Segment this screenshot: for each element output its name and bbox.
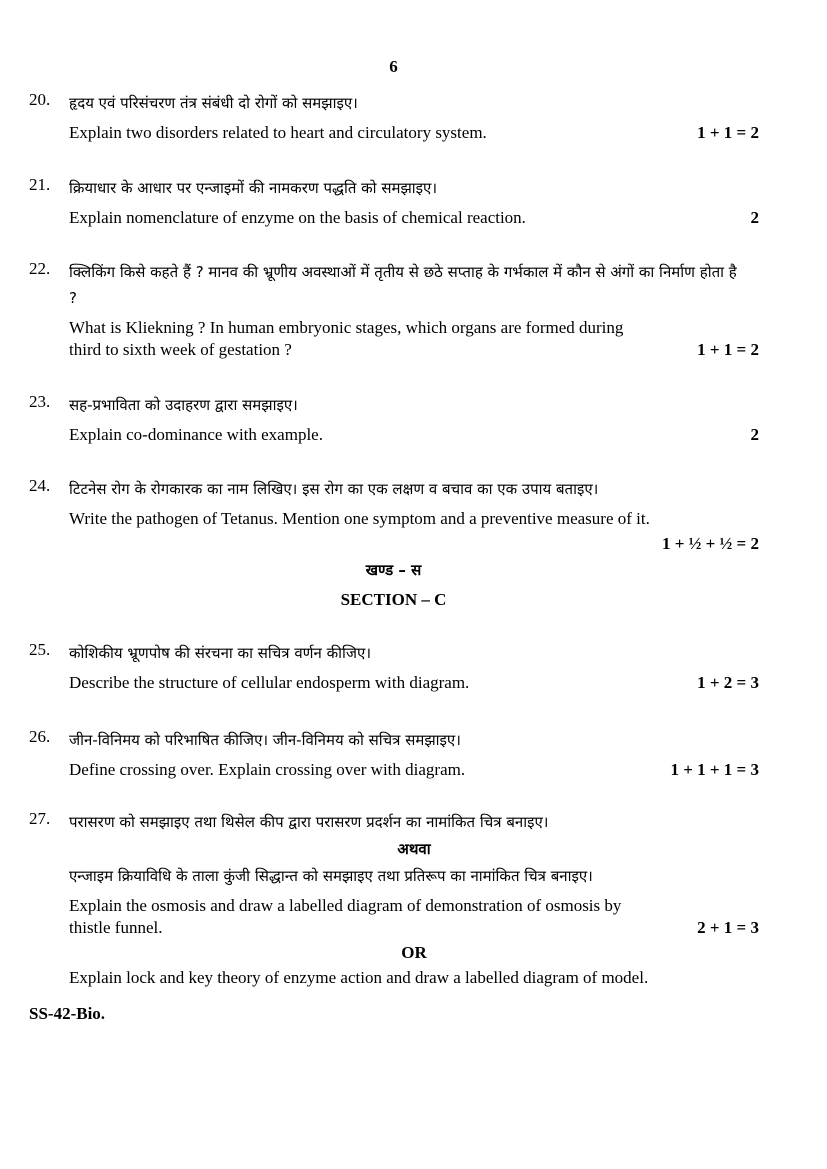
question-text-english: [69, 672, 759, 694]
question-24: [29, 476, 759, 554]
question-number: 24.: [29, 476, 51, 495]
question-text: Explain the osmosis and draw a labelled diagram of demonstration of osmosis by thistle funnel.: [69, 896, 622, 937]
marks: 1 + 2 = 3: [697, 673, 759, 692]
question-26: [29, 727, 759, 781]
question-22: [29, 259, 759, 361]
question-text-hindi: कोशिकीय भ्रूणपोष की संरचना का सचित्र वर्णन कीजिए।: [69, 644, 371, 662]
question-text-english: [69, 759, 759, 781]
marks: 2 + 1 = 3: [697, 918, 759, 937]
question-text-english: [69, 895, 759, 939]
question-text-hindi: सह-प्रभाविता को उदाहरण द्वारा समझाइए।: [69, 396, 298, 414]
question-text: What is Kliekning ? In human embryonic stages, which organs are formed during third to sixth week of gestation ?: [69, 318, 624, 359]
question-text: Define crossing over. Explain crossing over with diagram.: [69, 760, 466, 779]
question-number: 23.: [29, 392, 51, 411]
question-text: Explain nomenclature of enzyme on the basis of chemical reaction.: [69, 208, 526, 227]
or-label: OR: [401, 943, 427, 962]
question-25: [29, 640, 759, 694]
paper-code: SS-42-Bio.: [29, 1004, 106, 1023]
question-text: Write the pathogen of Tetanus. Mention one symptom and a preventive measure of it.: [69, 509, 650, 528]
question-alt-text-english: Explain lock and key theory of enzyme action and draw a labelled diagram of model.: [69, 968, 649, 987]
question-text-hindi: जीन-विनिमय को परिभाषित कीजिए। जीन-विनिमय को सचित्र समझाइए।: [69, 731, 461, 749]
question-27: [29, 809, 759, 989]
question-text-english: [69, 317, 759, 361]
question-text-english: [69, 508, 759, 530]
marks: 1 + 1 = 2: [697, 123, 759, 142]
question-number: 25.: [29, 640, 51, 659]
question-20: [29, 90, 759, 144]
question-text: Explain two disorders related to heart and circulatory system.: [69, 123, 487, 142]
question-alt-text-hindi: एन्जाइम क्रियाविधि के ताला कुंजी सिद्धान्त को समझाइए तथा प्रतिरूप का नामांकित चित्र बनाइए।: [69, 867, 593, 885]
question-23: [29, 392, 759, 446]
question-text-english: [69, 207, 759, 229]
question-text-hindi: टिटनेस रोग के रोगकारक का नाम लिखिए। इस रोग का एक लक्षण व बचाव का एक उपाय बताइए।: [69, 480, 599, 498]
section-title-hindi: खण्ड – स: [365, 561, 422, 579]
question-text-hindi: क्रियाधार के आधार पर एन्जाइमों की नामकरण पद्धति को समझाइए।: [69, 179, 438, 197]
question-text-english: [69, 424, 759, 446]
question-text-hindi: क्लिकिंग किसे कहते हैं ? मानव की भ्रूणीय अवस्थाओं में तृतीय से छठे सप्ताह के गर्भकाल में कौन से अंगों का निर्माण होता है ?: [69, 263, 737, 307]
page-number: 6: [389, 57, 398, 76]
question-text: Describe the structure of cellular endosperm with diagram.: [69, 673, 470, 692]
question-number: 21.: [29, 175, 51, 194]
question-text: Explain co-dominance with example.: [69, 425, 323, 444]
marks: 2: [750, 425, 759, 444]
question-number: 22.: [29, 259, 51, 278]
question-text-hindi: परासरण को समझाइए तथा थिसेल कीप द्वारा परासरण प्रदर्शन का नामांकित चित्र बनाइए।: [69, 813, 549, 831]
question-21: [29, 175, 759, 229]
question-number: 20.: [29, 90, 51, 109]
marks: 1 + 1 + 1 = 3: [670, 760, 759, 779]
or-label-hindi: अथवा: [397, 840, 431, 858]
question-number: 27.: [29, 809, 51, 828]
marks: 1 + 1 = 2: [697, 340, 759, 359]
question-number: 26.: [29, 727, 51, 746]
section-title: SECTION – C: [340, 590, 447, 609]
marks: 2: [750, 208, 759, 227]
marks: 1 + ½ + ½ = 2: [661, 534, 759, 553]
question-text-hindi: हृदय एवं परिसंचरण तंत्र संबंधी दो रोगों को समझाइए।: [69, 94, 358, 112]
question-text-english: [69, 122, 759, 144]
